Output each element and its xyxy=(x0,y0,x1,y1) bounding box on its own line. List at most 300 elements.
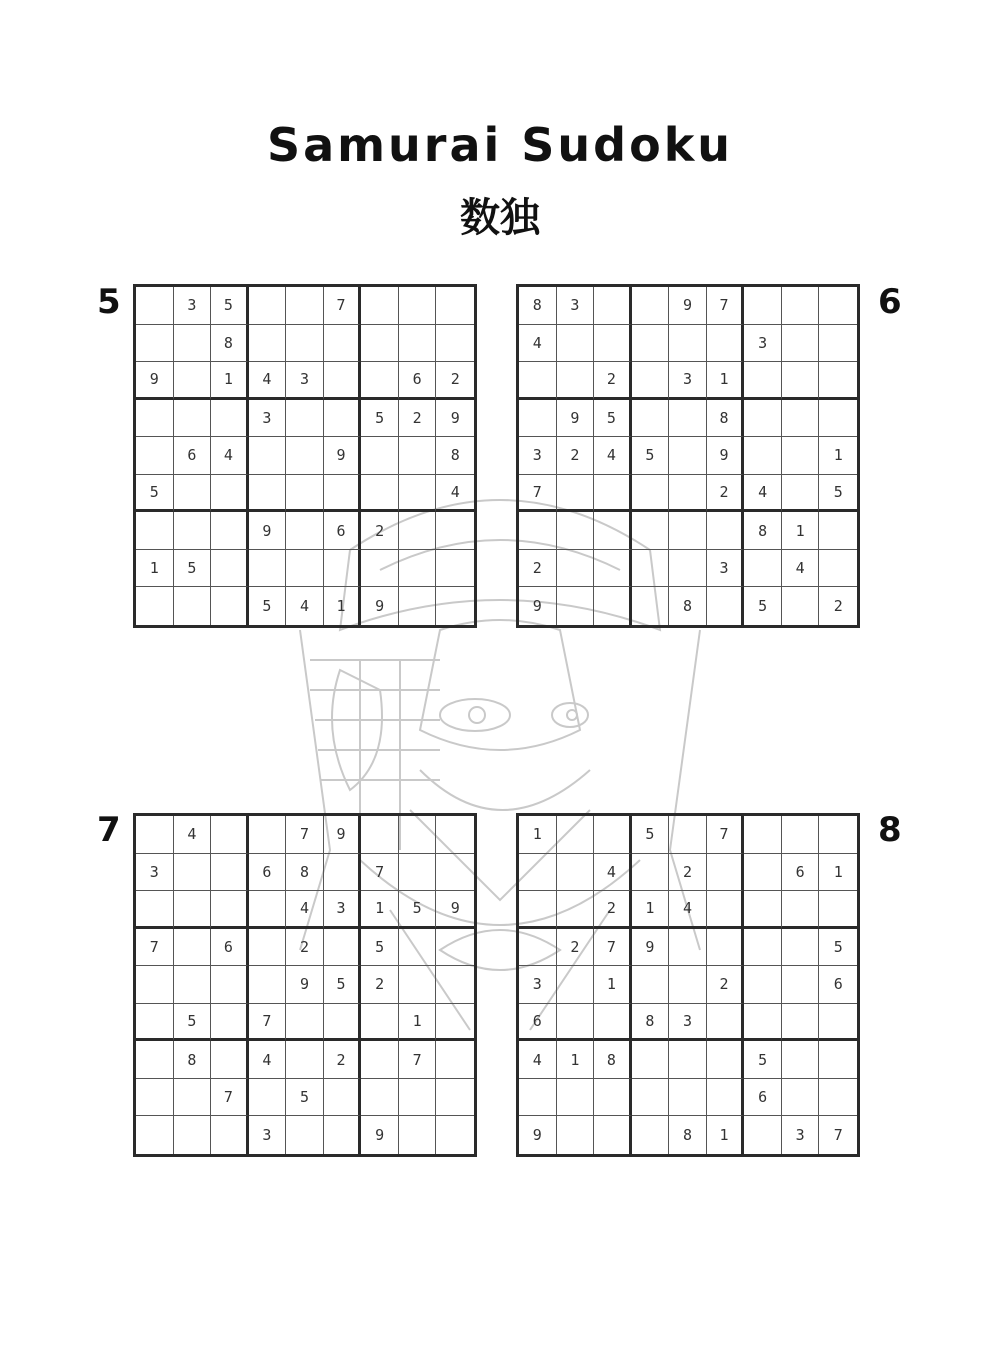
sudoku-cell[interactable] xyxy=(286,437,324,475)
sudoku-cell[interactable]: 6 xyxy=(519,1004,557,1042)
sudoku-cell[interactable] xyxy=(557,325,595,363)
sudoku-cell[interactable] xyxy=(632,1041,670,1079)
sudoku-cell[interactable]: 7 xyxy=(286,816,324,854)
sudoku-cell[interactable]: 1 xyxy=(819,854,857,892)
sudoku-cell[interactable]: 9 xyxy=(632,929,670,967)
sudoku-cell[interactable]: 2 xyxy=(707,966,745,1004)
sudoku-cell[interactable]: 4 xyxy=(436,475,474,513)
sudoku-cell[interactable] xyxy=(286,1004,324,1042)
sudoku-cell[interactable] xyxy=(557,1004,595,1042)
sudoku-cell[interactable] xyxy=(361,475,399,513)
sudoku-cell[interactable] xyxy=(557,854,595,892)
sudoku-cell[interactable]: 5 xyxy=(136,475,174,513)
sudoku-cell[interactable]: 2 xyxy=(519,550,557,588)
sudoku-cell[interactable] xyxy=(519,362,557,400)
sudoku-cell[interactable]: 1 xyxy=(324,587,362,625)
sudoku-cell[interactable] xyxy=(174,929,212,967)
sudoku-cell[interactable] xyxy=(436,1116,474,1154)
sudoku-cell[interactable]: 3 xyxy=(669,362,707,400)
sudoku-cell[interactable] xyxy=(399,550,437,588)
sudoku-cell[interactable] xyxy=(436,1079,474,1117)
sudoku-cell[interactable]: 6 xyxy=(324,512,362,550)
sudoku-cell[interactable]: 3 xyxy=(249,1116,287,1154)
sudoku-cell[interactable] xyxy=(707,512,745,550)
sudoku-cell[interactable] xyxy=(324,1004,362,1042)
sudoku-cell[interactable] xyxy=(249,929,287,967)
sudoku-cell[interactable]: 7 xyxy=(707,287,745,325)
sudoku-cell[interactable] xyxy=(744,1116,782,1154)
sudoku-cell[interactable] xyxy=(632,966,670,1004)
sudoku-cell[interactable]: 8 xyxy=(744,512,782,550)
sudoku-cell[interactable] xyxy=(819,287,857,325)
sudoku-cell[interactable] xyxy=(211,816,249,854)
sudoku-cell[interactable]: 3 xyxy=(669,1004,707,1042)
sudoku-cell[interactable] xyxy=(707,1041,745,1079)
sudoku-cell[interactable]: 9 xyxy=(436,891,474,929)
sudoku-cell[interactable] xyxy=(819,816,857,854)
sudoku-cell[interactable] xyxy=(669,929,707,967)
sudoku-cell[interactable]: 4 xyxy=(782,550,820,588)
sudoku-cell[interactable] xyxy=(632,400,670,438)
sudoku-cell[interactable]: 1 xyxy=(782,512,820,550)
sudoku-cell[interactable]: 3 xyxy=(782,1116,820,1154)
sudoku-cell[interactable]: 8 xyxy=(436,437,474,475)
sudoku-cell[interactable] xyxy=(782,1079,820,1117)
sudoku-cell[interactable] xyxy=(174,854,212,892)
sudoku-cell[interactable]: 9 xyxy=(519,1116,557,1154)
sudoku-cell[interactable]: 2 xyxy=(324,1041,362,1079)
sudoku-cell[interactable] xyxy=(136,966,174,1004)
sudoku-cell[interactable]: 5 xyxy=(632,437,670,475)
sudoku-cell[interactable]: 1 xyxy=(361,891,399,929)
sudoku-cell[interactable] xyxy=(819,1004,857,1042)
sudoku-cell[interactable]: 5 xyxy=(211,287,249,325)
sudoku-cell[interactable] xyxy=(361,287,399,325)
sudoku-cell[interactable] xyxy=(744,1004,782,1042)
sudoku-cell[interactable] xyxy=(782,929,820,967)
sudoku-cell[interactable] xyxy=(819,1041,857,1079)
sudoku-cell[interactable] xyxy=(519,929,557,967)
sudoku-cell[interactable] xyxy=(324,854,362,892)
sudoku-cell[interactable] xyxy=(174,325,212,363)
sudoku-cell[interactable]: 5 xyxy=(632,816,670,854)
sudoku-cell[interactable]: 8 xyxy=(707,400,745,438)
sudoku-cell[interactable] xyxy=(782,1041,820,1079)
sudoku-cell[interactable]: 1 xyxy=(707,362,745,400)
sudoku-cell[interactable] xyxy=(594,1079,632,1117)
sudoku-cell[interactable] xyxy=(136,437,174,475)
sudoku-cell[interactable] xyxy=(399,1116,437,1154)
sudoku-cell[interactable] xyxy=(744,437,782,475)
sudoku-cell[interactable]: 4 xyxy=(519,325,557,363)
sudoku-cell[interactable]: 1 xyxy=(632,891,670,929)
sudoku-cell[interactable]: 1 xyxy=(399,1004,437,1042)
sudoku-cell[interactable]: 4 xyxy=(249,1041,287,1079)
sudoku-cell[interactable]: 9 xyxy=(249,512,287,550)
sudoku-cell[interactable]: 9 xyxy=(436,400,474,438)
sudoku-cell[interactable] xyxy=(436,587,474,625)
sudoku-cell[interactable]: 5 xyxy=(361,929,399,967)
sudoku-cell[interactable]: 2 xyxy=(707,475,745,513)
sudoku-cell[interactable] xyxy=(707,325,745,363)
sudoku-cell[interactable] xyxy=(632,475,670,513)
sudoku-cell[interactable] xyxy=(174,1079,212,1117)
sudoku-cell[interactable]: 6 xyxy=(174,437,212,475)
sudoku-cell[interactable]: 4 xyxy=(286,891,324,929)
sudoku-cell[interactable] xyxy=(744,287,782,325)
sudoku-cell[interactable] xyxy=(782,891,820,929)
sudoku-cell[interactable]: 5 xyxy=(819,929,857,967)
sudoku-cell[interactable] xyxy=(136,287,174,325)
sudoku-cell[interactable] xyxy=(519,400,557,438)
sudoku-cell[interactable] xyxy=(399,587,437,625)
sudoku-cell[interactable] xyxy=(519,1079,557,1117)
sudoku-cell[interactable] xyxy=(324,325,362,363)
sudoku-cell[interactable] xyxy=(136,325,174,363)
sudoku-cell[interactable] xyxy=(632,287,670,325)
sudoku-cell[interactable]: 4 xyxy=(669,891,707,929)
sudoku-cell[interactable]: 6 xyxy=(399,362,437,400)
sudoku-cell[interactable] xyxy=(399,929,437,967)
sudoku-cell[interactable] xyxy=(249,287,287,325)
sudoku-cell[interactable] xyxy=(669,437,707,475)
sudoku-cell[interactable]: 7 xyxy=(324,287,362,325)
sudoku-cell[interactable] xyxy=(744,891,782,929)
sudoku-cell[interactable]: 3 xyxy=(519,966,557,1004)
sudoku-cell[interactable] xyxy=(632,587,670,625)
sudoku-cell[interactable]: 2 xyxy=(399,400,437,438)
sudoku-cell[interactable] xyxy=(557,1079,595,1117)
sudoku-cell[interactable]: 6 xyxy=(819,966,857,1004)
sudoku-cell[interactable] xyxy=(361,816,399,854)
sudoku-cell[interactable] xyxy=(399,854,437,892)
sudoku-cell[interactable] xyxy=(594,325,632,363)
sudoku-cell[interactable] xyxy=(707,854,745,892)
sudoku-cell[interactable] xyxy=(436,550,474,588)
sudoku-cell[interactable] xyxy=(361,362,399,400)
sudoku-cell[interactable] xyxy=(286,550,324,588)
sudoku-cell[interactable] xyxy=(136,891,174,929)
sudoku-cell[interactable]: 7 xyxy=(399,1041,437,1079)
sudoku-cell[interactable]: 2 xyxy=(594,891,632,929)
sudoku-cell[interactable] xyxy=(669,1041,707,1079)
sudoku-cell[interactable] xyxy=(436,966,474,1004)
sudoku-cell[interactable] xyxy=(594,1116,632,1154)
sudoku-cell[interactable]: 3 xyxy=(286,362,324,400)
sudoku-cell[interactable] xyxy=(174,891,212,929)
sudoku-cell[interactable] xyxy=(436,816,474,854)
sudoku-cell[interactable] xyxy=(594,1004,632,1042)
sudoku-cell[interactable]: 8 xyxy=(594,1041,632,1079)
sudoku-cell[interactable] xyxy=(594,587,632,625)
sudoku-cell[interactable]: 9 xyxy=(557,400,595,438)
sudoku-cell[interactable]: 8 xyxy=(211,325,249,363)
sudoku-cell[interactable]: 8 xyxy=(286,854,324,892)
sudoku-cell[interactable] xyxy=(819,550,857,588)
sudoku-cell[interactable]: 9 xyxy=(136,362,174,400)
sudoku-cell[interactable] xyxy=(324,1079,362,1117)
sudoku-cell[interactable] xyxy=(286,400,324,438)
sudoku-cell[interactable]: 1 xyxy=(707,1116,745,1154)
sudoku-cell[interactable] xyxy=(819,1079,857,1117)
sudoku-cell[interactable] xyxy=(744,854,782,892)
sudoku-cell[interactable]: 3 xyxy=(519,437,557,475)
sudoku-cell[interactable]: 7 xyxy=(707,816,745,854)
sudoku-cell[interactable] xyxy=(436,512,474,550)
sudoku-cell[interactable] xyxy=(174,400,212,438)
sudoku-cell[interactable] xyxy=(136,1079,174,1117)
sudoku-cell[interactable] xyxy=(324,550,362,588)
sudoku-cell[interactable] xyxy=(436,325,474,363)
sudoku-cell[interactable] xyxy=(211,891,249,929)
sudoku-cell[interactable]: 7 xyxy=(249,1004,287,1042)
sudoku-cell[interactable] xyxy=(361,437,399,475)
sudoku-cell[interactable] xyxy=(399,287,437,325)
sudoku-cell[interactable]: 5 xyxy=(174,550,212,588)
sudoku-cell[interactable] xyxy=(632,325,670,363)
sudoku-cell[interactable]: 2 xyxy=(594,362,632,400)
sudoku-cell[interactable] xyxy=(211,512,249,550)
sudoku-cell[interactable]: 1 xyxy=(819,437,857,475)
sudoku-cell[interactable] xyxy=(211,587,249,625)
sudoku-cell[interactable] xyxy=(782,816,820,854)
sudoku-cell[interactable]: 8 xyxy=(174,1041,212,1079)
sudoku-cell[interactable] xyxy=(632,1116,670,1154)
sudoku-cell[interactable] xyxy=(136,1041,174,1079)
sudoku-cell[interactable] xyxy=(399,325,437,363)
sudoku-cell[interactable] xyxy=(136,816,174,854)
sudoku-cell[interactable] xyxy=(782,475,820,513)
sudoku-cell[interactable] xyxy=(211,854,249,892)
sudoku-cell[interactable]: 1 xyxy=(519,816,557,854)
sudoku-cell[interactable] xyxy=(819,891,857,929)
sudoku-cell[interactable] xyxy=(249,475,287,513)
sudoku-cell[interactable] xyxy=(211,1041,249,1079)
sudoku-cell[interactable] xyxy=(669,400,707,438)
sudoku-cell[interactable] xyxy=(361,1004,399,1042)
sudoku-cell[interactable] xyxy=(174,475,212,513)
sudoku-cell[interactable] xyxy=(324,362,362,400)
sudoku-cell[interactable] xyxy=(399,1079,437,1117)
sudoku-cell[interactable] xyxy=(174,966,212,1004)
sudoku-cell[interactable] xyxy=(707,929,745,967)
sudoku-cell[interactable]: 5 xyxy=(399,891,437,929)
sudoku-cell[interactable]: 5 xyxy=(744,587,782,625)
sudoku-cell[interactable]: 2 xyxy=(361,966,399,1004)
sudoku-cell[interactable]: 2 xyxy=(557,437,595,475)
sudoku-cell[interactable] xyxy=(669,512,707,550)
sudoku-cell[interactable]: 3 xyxy=(707,550,745,588)
sudoku-cell[interactable]: 8 xyxy=(519,287,557,325)
sudoku-cell[interactable] xyxy=(744,816,782,854)
sudoku-cell[interactable] xyxy=(819,512,857,550)
sudoku-cell[interactable] xyxy=(557,816,595,854)
sudoku-cell[interactable]: 3 xyxy=(324,891,362,929)
sudoku-cell[interactable] xyxy=(211,475,249,513)
sudoku-cell[interactable] xyxy=(519,891,557,929)
sudoku-cell[interactable]: 5 xyxy=(174,1004,212,1042)
sudoku-cell[interactable] xyxy=(174,362,212,400)
sudoku-cell[interactable] xyxy=(669,550,707,588)
sudoku-cell[interactable] xyxy=(782,437,820,475)
sudoku-cell[interactable] xyxy=(819,325,857,363)
sudoku-cell[interactable]: 5 xyxy=(286,1079,324,1117)
sudoku-cell[interactable]: 2 xyxy=(557,929,595,967)
sudoku-cell[interactable] xyxy=(819,400,857,438)
sudoku-cell[interactable] xyxy=(782,400,820,438)
sudoku-cell[interactable] xyxy=(557,362,595,400)
sudoku-cell[interactable]: 5 xyxy=(249,587,287,625)
sudoku-cell[interactable] xyxy=(782,287,820,325)
sudoku-cell[interactable] xyxy=(324,400,362,438)
sudoku-cell[interactable]: 2 xyxy=(361,512,399,550)
sudoku-cell[interactable]: 8 xyxy=(669,1116,707,1154)
sudoku-cell[interactable]: 7 xyxy=(211,1079,249,1117)
sudoku-cell[interactable] xyxy=(136,1116,174,1154)
sudoku-cell[interactable] xyxy=(436,287,474,325)
sudoku-cell[interactable] xyxy=(286,1041,324,1079)
sudoku-cell[interactable] xyxy=(211,550,249,588)
sudoku-cell[interactable] xyxy=(436,929,474,967)
sudoku-cell[interactable] xyxy=(399,475,437,513)
sudoku-cell[interactable] xyxy=(249,891,287,929)
sudoku-cell[interactable] xyxy=(211,1116,249,1154)
sudoku-cell[interactable]: 9 xyxy=(324,437,362,475)
sudoku-cell[interactable] xyxy=(557,1116,595,1154)
sudoku-cell[interactable] xyxy=(361,550,399,588)
sudoku-cell[interactable] xyxy=(174,1116,212,1154)
sudoku-cell[interactable]: 3 xyxy=(249,400,287,438)
sudoku-cell[interactable]: 4 xyxy=(744,475,782,513)
sudoku-cell[interactable] xyxy=(594,816,632,854)
sudoku-cell[interactable]: 4 xyxy=(594,437,632,475)
sudoku-cell[interactable]: 6 xyxy=(782,854,820,892)
sudoku-cell[interactable] xyxy=(669,966,707,1004)
sudoku-cell[interactable] xyxy=(632,362,670,400)
sudoku-cell[interactable] xyxy=(436,1004,474,1042)
sudoku-cell[interactable] xyxy=(594,475,632,513)
sudoku-cell[interactable] xyxy=(632,854,670,892)
sudoku-cell[interactable]: 9 xyxy=(519,587,557,625)
sudoku-cell[interactable] xyxy=(669,816,707,854)
sudoku-cell[interactable] xyxy=(707,1079,745,1117)
sudoku-cell[interactable] xyxy=(707,1004,745,1042)
sudoku-cell[interactable] xyxy=(324,929,362,967)
sudoku-cell[interactable] xyxy=(399,966,437,1004)
sudoku-cell[interactable]: 4 xyxy=(174,816,212,854)
sudoku-cell[interactable] xyxy=(557,891,595,929)
sudoku-cell[interactable]: 4 xyxy=(249,362,287,400)
sudoku-cell[interactable] xyxy=(782,325,820,363)
sudoku-cell[interactable] xyxy=(594,550,632,588)
sudoku-cell[interactable]: 7 xyxy=(136,929,174,967)
sudoku-cell[interactable]: 4 xyxy=(519,1041,557,1079)
sudoku-cell[interactable]: 5 xyxy=(594,400,632,438)
sudoku-cell[interactable] xyxy=(669,1079,707,1117)
sudoku-cell[interactable]: 5 xyxy=(744,1041,782,1079)
sudoku-cell[interactable] xyxy=(249,816,287,854)
sudoku-cell[interactable] xyxy=(744,400,782,438)
sudoku-cell[interactable] xyxy=(819,362,857,400)
sudoku-cell[interactable] xyxy=(361,325,399,363)
sudoku-cell[interactable] xyxy=(557,512,595,550)
sudoku-cell[interactable] xyxy=(744,966,782,1004)
sudoku-cell[interactable]: 1 xyxy=(211,362,249,400)
sudoku-cell[interactable] xyxy=(744,550,782,588)
sudoku-cell[interactable]: 8 xyxy=(632,1004,670,1042)
sudoku-cell[interactable] xyxy=(361,1041,399,1079)
sudoku-cell[interactable]: 6 xyxy=(744,1079,782,1117)
sudoku-cell[interactable] xyxy=(286,325,324,363)
sudoku-cell[interactable] xyxy=(211,966,249,1004)
sudoku-cell[interactable]: 9 xyxy=(361,1116,399,1154)
sudoku-cell[interactable]: 7 xyxy=(519,475,557,513)
sudoku-cell[interactable] xyxy=(361,1079,399,1117)
sudoku-cell[interactable]: 7 xyxy=(594,929,632,967)
sudoku-cell[interactable]: 3 xyxy=(557,287,595,325)
sudoku-cell[interactable] xyxy=(399,437,437,475)
sudoku-cell[interactable] xyxy=(249,325,287,363)
sudoku-cell[interactable]: 9 xyxy=(361,587,399,625)
sudoku-cell[interactable] xyxy=(249,966,287,1004)
sudoku-cell[interactable]: 2 xyxy=(436,362,474,400)
sudoku-cell[interactable] xyxy=(782,362,820,400)
sudoku-cell[interactable]: 3 xyxy=(744,325,782,363)
sudoku-cell[interactable] xyxy=(557,550,595,588)
sudoku-cell[interactable] xyxy=(174,512,212,550)
sudoku-cell[interactable]: 9 xyxy=(286,966,324,1004)
sudoku-cell[interactable] xyxy=(632,550,670,588)
sudoku-cell[interactable]: 2 xyxy=(286,929,324,967)
sudoku-cell[interactable]: 6 xyxy=(211,929,249,967)
sudoku-cell[interactable] xyxy=(557,587,595,625)
sudoku-cell[interactable]: 4 xyxy=(286,587,324,625)
sudoku-cell[interactable] xyxy=(286,287,324,325)
sudoku-cell[interactable] xyxy=(519,854,557,892)
sudoku-cell[interactable] xyxy=(249,550,287,588)
sudoku-cell[interactable] xyxy=(744,362,782,400)
sudoku-cell[interactable]: 3 xyxy=(136,854,174,892)
sudoku-cell[interactable] xyxy=(324,1116,362,1154)
sudoku-cell[interactable] xyxy=(136,1004,174,1042)
sudoku-cell[interactable] xyxy=(594,512,632,550)
sudoku-cell[interactable]: 2 xyxy=(833,597,843,616)
sudoku-cell[interactable] xyxy=(136,400,174,438)
sudoku-cell[interactable] xyxy=(249,437,287,475)
sudoku-cell[interactable] xyxy=(286,475,324,513)
sudoku-cell[interactable]: 4 xyxy=(211,437,249,475)
sudoku-cell[interactable] xyxy=(782,1004,820,1042)
sudoku-cell[interactable] xyxy=(707,587,745,625)
sudoku-cell[interactable]: 1 xyxy=(136,550,174,588)
sudoku-cell[interactable] xyxy=(174,587,212,625)
sudoku-cell[interactable]: 5 xyxy=(819,475,857,513)
sudoku-cell[interactable] xyxy=(744,929,782,967)
sudoku-cell[interactable] xyxy=(211,1004,249,1042)
sudoku-cell[interactable]: 9 xyxy=(669,287,707,325)
sudoku-cell[interactable]: 3 xyxy=(174,287,212,325)
sudoku-cell[interactable]: 4 xyxy=(594,854,632,892)
sudoku-cell[interactable] xyxy=(557,475,595,513)
sudoku-cell[interactable] xyxy=(211,400,249,438)
sudoku-cell[interactable] xyxy=(399,512,437,550)
sudoku-cell[interactable] xyxy=(519,512,557,550)
sudoku-cell[interactable]: 7 xyxy=(361,854,399,892)
sudoku-cell[interactable]: 7 xyxy=(833,1126,843,1145)
sudoku-cell[interactable]: 8 xyxy=(669,587,707,625)
sudoku-cell[interactable] xyxy=(136,512,174,550)
sudoku-cell[interactable] xyxy=(436,854,474,892)
